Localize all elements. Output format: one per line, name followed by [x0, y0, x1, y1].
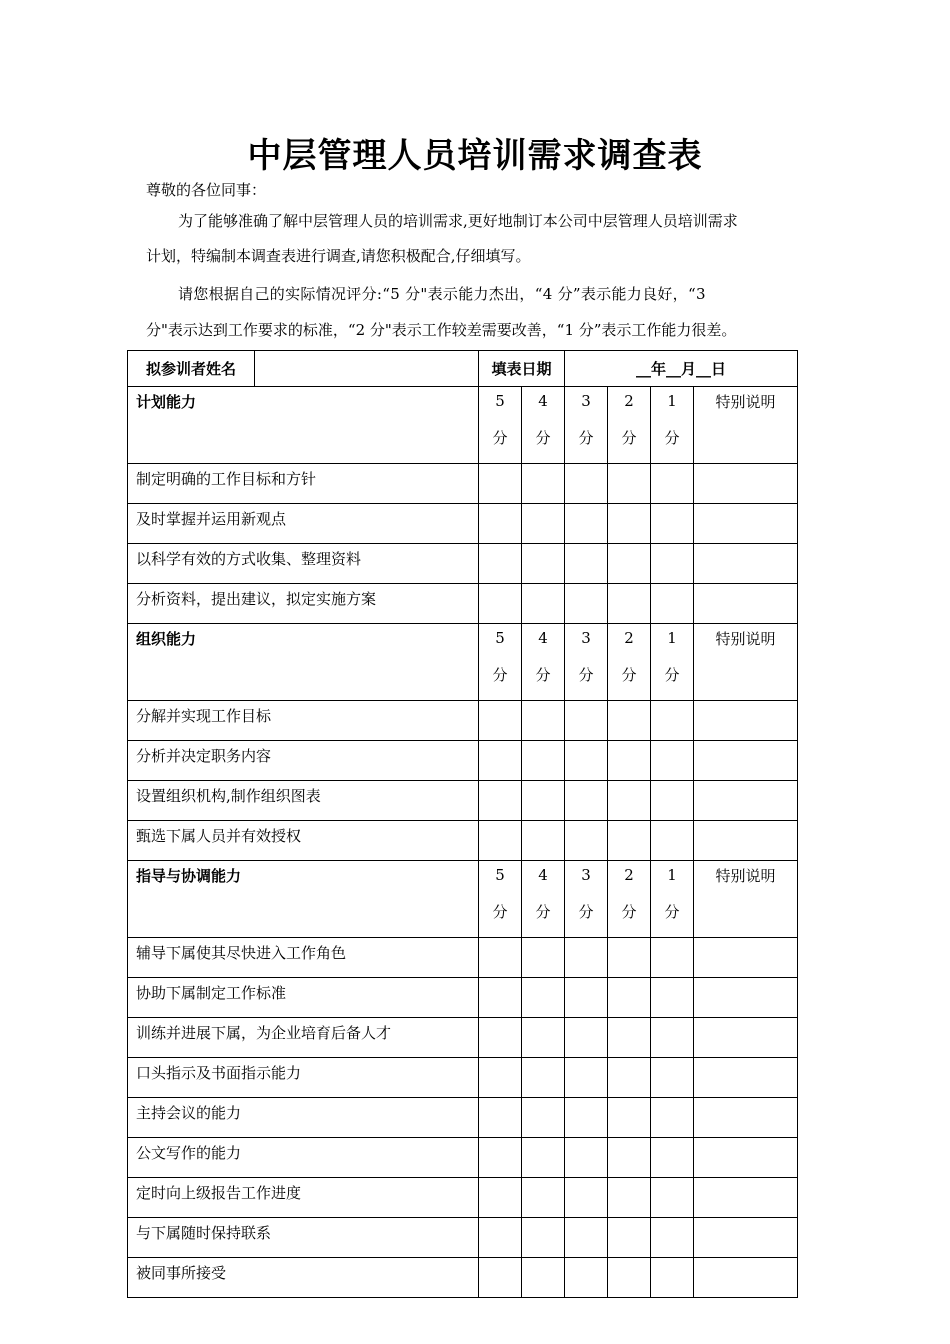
section-title: 指导与协调能力 [128, 861, 479, 938]
skill-row [128, 464, 798, 504]
score-column-header [651, 387, 694, 464]
score-cell[interactable] [651, 741, 694, 781]
skill-item-label: 分解并实现工作目标 [128, 701, 479, 741]
score-cell[interactable] [565, 1138, 608, 1178]
score-cell[interactable] [608, 821, 651, 861]
special-note-label: 特别说明 [694, 861, 798, 938]
section-title: 计划能力 [128, 387, 479, 464]
section-header-row [128, 861, 798, 938]
score-unit: 分 [492, 666, 508, 684]
score-cell[interactable] [651, 978, 694, 1018]
special-note-label: 特别说明 [694, 624, 798, 701]
score-cell[interactable] [565, 1058, 608, 1098]
score-cell[interactable] [479, 821, 522, 861]
section-header-row [128, 387, 798, 464]
skill-row [128, 504, 798, 544]
score-cell[interactable] [479, 741, 522, 781]
score-cell[interactable] [522, 701, 565, 741]
score-cell[interactable] [651, 781, 694, 821]
score-cell[interactable] [565, 978, 608, 1018]
skill-row [128, 821, 798, 861]
score-cell[interactable] [522, 821, 565, 861]
special-note-cell[interactable] [694, 978, 798, 1018]
score-column-header [479, 387, 522, 464]
score-number: 1 [667, 866, 677, 884]
special-note-cell[interactable] [694, 1058, 798, 1098]
score-cell[interactable] [479, 1178, 522, 1218]
score-cell[interactable] [479, 544, 522, 584]
skill-item-label: 与下属随时保持联系 [128, 1218, 479, 1258]
score-cell[interactable] [479, 938, 522, 978]
header-row [128, 351, 798, 387]
score-cell[interactable] [565, 781, 608, 821]
score-unit: 分 [621, 666, 637, 684]
trainee-name-field[interactable] [255, 351, 479, 387]
section-title: 组织能力 [128, 624, 479, 701]
score-column-header [522, 624, 565, 701]
score-unit: 分 [578, 429, 594, 447]
score-cell[interactable] [522, 1258, 565, 1298]
score-cell[interactable] [608, 1258, 651, 1298]
score-cell[interactable] [608, 741, 651, 781]
skill-item-label: 定时向上级报告工作进度 [128, 1178, 479, 1218]
score-cell[interactable] [479, 781, 522, 821]
score-cell[interactable] [651, 1098, 694, 1138]
score-column-header [565, 861, 608, 938]
score-cell[interactable] [479, 584, 522, 624]
skill-row [128, 701, 798, 741]
score-cell[interactable] [522, 1058, 565, 1098]
score-cell[interactable] [565, 938, 608, 978]
score-cell[interactable] [522, 464, 565, 504]
score-cell[interactable] [565, 821, 608, 861]
score-cell[interactable] [522, 544, 565, 584]
score-column-header [565, 387, 608, 464]
score-cell[interactable] [479, 504, 522, 544]
score-cell[interactable] [479, 464, 522, 504]
score-cell[interactable] [608, 938, 651, 978]
score-cell[interactable] [565, 1018, 608, 1058]
score-cell[interactable] [522, 781, 565, 821]
score-cell[interactable] [608, 781, 651, 821]
skill-row [128, 584, 798, 624]
score-number: 4 [538, 629, 548, 647]
score-cell[interactable] [651, 1058, 694, 1098]
score-cell[interactable] [608, 464, 651, 504]
special-note-cell[interactable] [694, 701, 798, 741]
skill-item-label: 训练并进展下属，为企业培育后备人才 [128, 1018, 479, 1058]
skill-row [128, 1138, 798, 1178]
score-cell[interactable] [479, 978, 522, 1018]
fill-date-field[interactable]: __年__月__日 [565, 351, 798, 387]
score-number: 3 [581, 392, 591, 410]
special-note-cell[interactable] [694, 781, 798, 821]
score-cell[interactable] [651, 938, 694, 978]
score-cell[interactable] [651, 701, 694, 741]
score-number: 5 [495, 392, 505, 410]
trainee-name-label: 拟参训者姓名 [128, 351, 255, 387]
score-cell[interactable] [479, 1258, 522, 1298]
skill-item-label: 及时掌握并运用新观点 [128, 504, 479, 544]
score-column-header [479, 624, 522, 701]
score-column-header [522, 387, 565, 464]
score-number: 3 [581, 629, 591, 647]
skill-item-label: 口头指示及书面指示能力 [128, 1058, 479, 1098]
score-cell[interactable] [651, 1178, 694, 1218]
score-cell[interactable] [522, 938, 565, 978]
score-cell[interactable] [479, 1018, 522, 1058]
skill-row [128, 938, 798, 978]
score-number: 2 [624, 392, 634, 410]
score-column-header [608, 624, 651, 701]
rating-instructions-line-1: 请您根据自己的实际情况评分:“5 分"表示能力杰出，“4 分”表示能力良好，“3 [178, 285, 706, 303]
rating-instructions-line-2: 分"表示达到工作要求的标准，“2 分"表示工作较差需要改善，“1 分”表示工作能力很差。 [146, 321, 737, 339]
score-cell[interactable] [565, 1258, 608, 1298]
section-header-row [128, 624, 798, 701]
skill-item-label: 主持会议的能力 [128, 1098, 479, 1138]
score-cell[interactable] [565, 1218, 608, 1258]
score-number: 1 [667, 392, 677, 410]
score-cell[interactable] [522, 1098, 565, 1138]
score-number: 2 [624, 629, 634, 647]
score-unit: 分 [578, 903, 594, 921]
score-unit: 分 [621, 903, 637, 921]
score-cell[interactable] [565, 504, 608, 544]
score-cell[interactable] [608, 1138, 651, 1178]
score-unit: 分 [664, 666, 680, 684]
skill-row [128, 741, 798, 781]
special-note-label: 特别说明 [694, 387, 798, 464]
skill-row [128, 544, 798, 584]
special-note-cell[interactable] [694, 544, 798, 584]
score-cell[interactable] [608, 1058, 651, 1098]
score-column-header [651, 624, 694, 701]
skill-row [128, 1258, 798, 1298]
skill-row [128, 1058, 798, 1098]
score-number: 4 [538, 866, 548, 884]
score-cell[interactable] [522, 1218, 565, 1258]
score-cell[interactable] [565, 1098, 608, 1138]
score-cell[interactable] [522, 504, 565, 544]
score-cell[interactable] [651, 1138, 694, 1178]
score-cell[interactable] [608, 1018, 651, 1058]
special-note-cell[interactable] [694, 504, 798, 544]
score-unit: 分 [621, 429, 637, 447]
score-cell[interactable] [651, 1018, 694, 1058]
fill-date-label: 填表日期 [479, 351, 565, 387]
score-cell[interactable] [522, 978, 565, 1018]
score-cell[interactable] [565, 584, 608, 624]
skill-item-label: 设置组织机构,制作组织图表 [128, 781, 479, 821]
special-note-cell[interactable] [694, 1178, 798, 1218]
score-cell[interactable] [608, 1178, 651, 1218]
score-unit: 分 [492, 903, 508, 921]
score-number: 4 [538, 392, 548, 410]
score-cell[interactable] [479, 701, 522, 741]
score-unit: 分 [535, 429, 551, 447]
score-cell[interactable] [608, 584, 651, 624]
skill-item-label: 辅导下属使其尽快进入工作角色 [128, 938, 479, 978]
special-note-cell[interactable] [694, 1218, 798, 1258]
score-column-header [608, 387, 651, 464]
skill-item-label: 公文写作的能力 [128, 1138, 479, 1178]
special-note-cell[interactable] [694, 464, 798, 504]
special-note-cell[interactable] [694, 938, 798, 978]
score-cell[interactable] [651, 1258, 694, 1298]
score-cell[interactable] [651, 544, 694, 584]
score-unit: 分 [535, 666, 551, 684]
greeting-text: 尊敬的各位同事： [146, 181, 267, 199]
intro-line-2: 计划，特编制本调查表进行调查,请您积极配合,仔细填写。 [146, 247, 531, 265]
skill-item-label: 制定明确的工作目标和方针 [128, 464, 479, 504]
score-cell[interactable] [608, 504, 651, 544]
special-note-cell[interactable] [694, 1098, 798, 1138]
special-note-cell[interactable] [694, 584, 798, 624]
score-cell[interactable] [479, 1218, 522, 1258]
score-cell[interactable] [522, 584, 565, 624]
score-number: 2 [624, 866, 634, 884]
score-column-header [479, 861, 522, 938]
score-column-header [608, 861, 651, 938]
survey-table [127, 350, 798, 1298]
skill-item-label: 甄选下属人员并有效授权 [128, 821, 479, 861]
skill-item-label: 分析资料，提出建议，拟定实施方案 [128, 584, 479, 624]
score-cell[interactable] [651, 821, 694, 861]
score-unit: 分 [664, 903, 680, 921]
skill-row [128, 978, 798, 1018]
score-number: 1 [667, 629, 677, 647]
score-cell[interactable] [565, 464, 608, 504]
score-cell[interactable] [479, 1138, 522, 1178]
score-cell[interactable] [479, 1098, 522, 1138]
skill-row [128, 781, 798, 821]
special-note-cell[interactable] [694, 1018, 798, 1058]
score-unit: 分 [492, 429, 508, 447]
score-unit: 分 [578, 666, 594, 684]
score-cell[interactable] [522, 1178, 565, 1218]
score-cell[interactable] [608, 978, 651, 1018]
score-cell[interactable] [608, 544, 651, 584]
skill-row [128, 1178, 798, 1218]
score-cell[interactable] [651, 464, 694, 504]
score-cell[interactable] [522, 1138, 565, 1178]
skill-row [128, 1098, 798, 1138]
score-column-header [565, 624, 608, 701]
score-cell[interactable] [522, 1018, 565, 1058]
score-number: 5 [495, 866, 505, 884]
score-cell[interactable] [608, 701, 651, 741]
score-cell[interactable] [651, 1218, 694, 1258]
skill-item-label: 以科学有效的方式收集、整理资料 [128, 544, 479, 584]
score-cell[interactable] [522, 741, 565, 781]
skill-item-label: 被同事所接受 [128, 1258, 479, 1298]
score-number: 3 [581, 866, 591, 884]
score-number: 5 [495, 629, 505, 647]
score-cell[interactable] [608, 1098, 651, 1138]
score-cell[interactable] [565, 701, 608, 741]
skill-row [128, 1018, 798, 1058]
special-note-cell[interactable] [694, 821, 798, 861]
intro-line-1: 为了能够准确了解中层管理人员的培训需求,更好地制订本公司中层管理人员培训需求 [178, 212, 738, 230]
score-cell[interactable] [565, 544, 608, 584]
score-cell[interactable] [608, 1218, 651, 1258]
score-cell[interactable] [651, 584, 694, 624]
score-cell[interactable] [479, 1058, 522, 1098]
score-column-header [651, 861, 694, 938]
skill-row [128, 1218, 798, 1258]
page-title: 中层管理人员培训需求调查表 [247, 136, 703, 176]
score-cell[interactable] [565, 741, 608, 781]
special-note-cell[interactable] [694, 741, 798, 781]
skill-item-label: 协助下属制定工作标准 [128, 978, 479, 1018]
score-unit: 分 [664, 429, 680, 447]
score-cell[interactable] [565, 1178, 608, 1218]
skill-item-label: 分析并决定职务内容 [128, 741, 479, 781]
special-note-cell[interactable] [694, 1258, 798, 1298]
score-unit: 分 [535, 903, 551, 921]
score-cell[interactable] [651, 504, 694, 544]
special-note-cell[interactable] [694, 1138, 798, 1178]
score-column-header [522, 861, 565, 938]
